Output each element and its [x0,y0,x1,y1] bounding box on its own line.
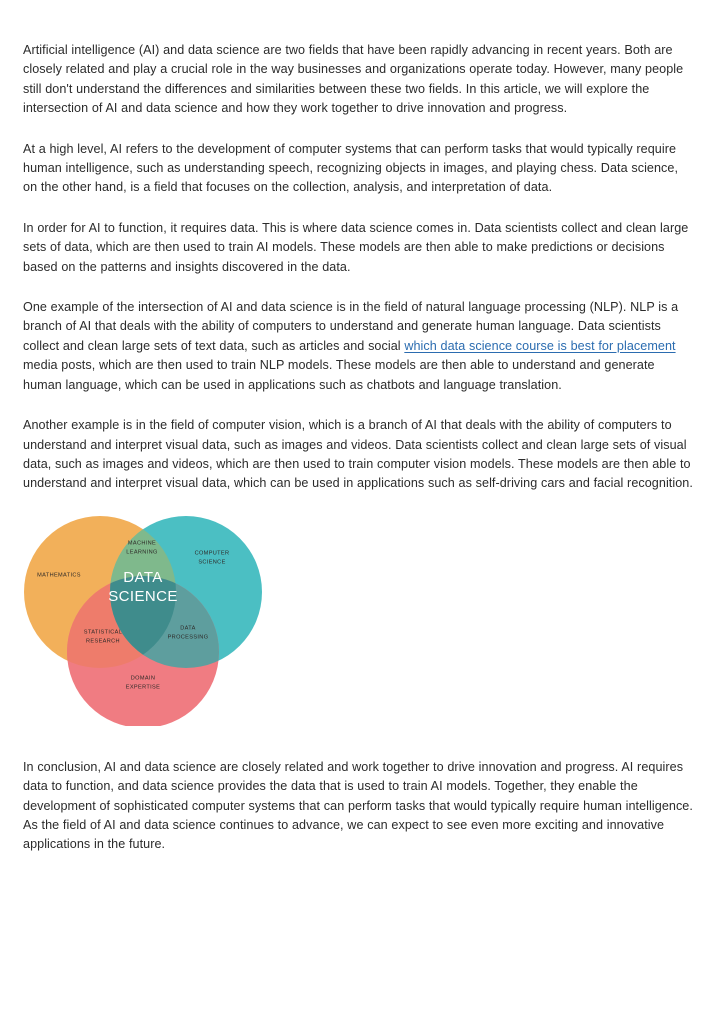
article-body [23,41,695,855]
paragraph-6: In conclusion, AI and data science are closely related and work together to drive innovation and progress. AI requires data to function, and data science provides the data that is used to train AI models. Together, they enable the development of sophisticated computer systems that can perform tasks that would typically require human intelligence. As the field of AI and data science continues to advance, we can expect to see even more exciting and innovative applications in the future. [23,759,693,852]
paragraph-5: Another example is in the field of computer vision, which is a branch of AI that deals with the ability of computers to understand and interpret visual data, such as images and videos. Data scientists collect and clean large sets of visual data, such as images and videos, which are then used to train computer vision models. These models are then able to understand and interpret visual data, which can be used in applications such as self-driving cars and facial recognition. [23,418,693,491]
data-science-course-link[interactable]: which data science course is best for placement [404,338,676,353]
statistical-research-label-line1: STATISTICAL [83,629,123,636]
domain-expertise-label-line1: DOMAIN [130,675,156,682]
data-processing-label-line1: DATA [180,625,196,632]
data-science-venn-diagram [14,502,272,726]
data-science-label-line1: DATA [123,568,163,586]
computer-science-label-line1: COMPUTER [194,550,230,557]
computer-science-label-line2: SCIENCE [198,559,226,566]
paragraph-3: In order for AI to function, it requires data. This is where data science comes in. Data scientists collect and clean large sets of data, which are then used to train AI models. These models are then able to make predictions or decisions based on the patterns and insights discovered in the data. [23,220,689,274]
venn-diagram-svg [14,502,272,726]
mathematics-label: MATHEMATICS [37,572,81,579]
data-science-label-line2: SCIENCE [108,587,178,605]
domain-expertise-label-line2: EXPERTISE [125,684,161,691]
machine-learning-label-line1: MACHINE [127,540,157,547]
machine-learning-label-line2: LEARNING [126,549,158,556]
paragraph-4-text-before-link: One example of the intersection of AI and data science is in the field of natural language processing (NLP). NLP is a branch of AI that deals with the ability of computers to understand and generate human language. Data scientists collect and clean large sets of text data, such as articles and social [23,300,679,353]
paragraph-4-text-after-link: media posts, which are then used to train NLP models. These models are then able to understand and generate human language, which can be used in applications such as chatbots and language translation. [23,358,655,392]
paragraph-4 [23,298,695,395]
paragraph-1: Artificial intelligence (AI) and data science are two fields that have been rapidly advancing in recent years. Both are closely related and play a crucial role in the way businesses and organizations operate today. However, many people still don't understand the differences and similarities between these two fields. In this article, we will explore the intersection of AI and data science and how they work together to drive innovation and progress. [23,43,684,116]
data-processing-label-line2: PROCESSING [167,634,209,641]
statistical-research-label-line2: RESEARCH [86,638,120,645]
paragraph-2: At a high level, AI refers to the development of computer systems that can perform tasks that would typically require human intelligence, such as understanding speech, recognizing objects in images, and playing chess. Data science, on the other hand, is a field that focuses on the collection, analysis, and interpretation of data. [23,141,679,195]
